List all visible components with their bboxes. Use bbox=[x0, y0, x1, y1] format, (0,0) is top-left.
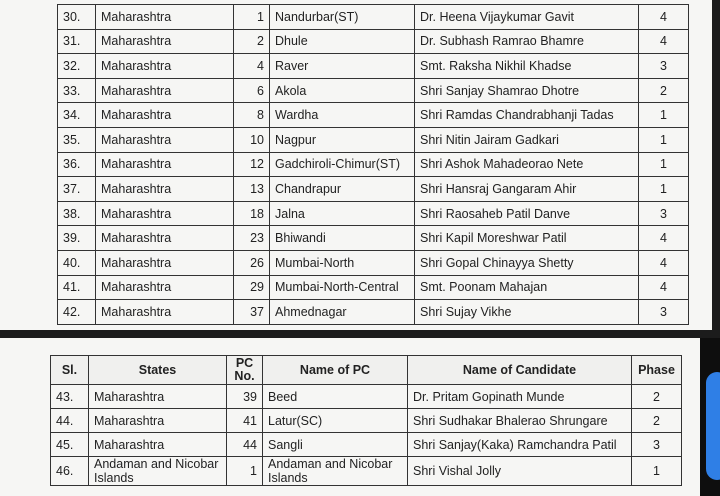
pc-no-cell: 26 bbox=[234, 250, 270, 275]
header-sl: Sl. bbox=[51, 356, 89, 385]
state-cell: Maharashtra bbox=[96, 103, 234, 128]
table-row bbox=[58, 177, 689, 202]
pc-name-cell: Sangli bbox=[263, 433, 408, 457]
phase-cell: 4 bbox=[639, 29, 689, 54]
sl-cell: 37. bbox=[58, 177, 96, 202]
header-pc-no bbox=[227, 356, 263, 385]
table-row bbox=[51, 409, 682, 433]
pc-no-cell: 44 bbox=[227, 433, 263, 457]
pc-no-cell: 1 bbox=[234, 5, 270, 30]
candidate-cell: Shri Sudhakar Bhalerao Shrungare bbox=[408, 409, 632, 433]
state-cell: Maharashtra bbox=[89, 433, 227, 457]
state-cell: Maharashtra bbox=[96, 54, 234, 79]
pc-name-cell: Mumbai-North-Central bbox=[270, 275, 415, 300]
pc-name-cell: Akola bbox=[270, 78, 415, 103]
table-row bbox=[58, 103, 689, 128]
pc-name-cell: Beed bbox=[263, 385, 408, 409]
pc-name-cell: Mumbai-North bbox=[270, 250, 415, 275]
table-row bbox=[58, 5, 689, 30]
pc-no-cell: 37 bbox=[234, 300, 270, 325]
phase-cell: 1 bbox=[639, 103, 689, 128]
table-row bbox=[58, 300, 689, 325]
pc-no-cell: 12 bbox=[234, 152, 270, 177]
pc-name-cell: Ahmednagar bbox=[270, 300, 415, 325]
header-states: States bbox=[89, 356, 227, 385]
state-cell: Maharashtra bbox=[96, 127, 234, 152]
pc-no-cell: 8 bbox=[234, 103, 270, 128]
header-phase: Phase bbox=[632, 356, 682, 385]
state-cell: Maharashtra bbox=[96, 152, 234, 177]
sl-cell: 39. bbox=[58, 226, 96, 251]
state-cell: Maharashtra bbox=[96, 177, 234, 202]
table-row bbox=[51, 385, 682, 409]
state-cell: Maharashtra bbox=[96, 201, 234, 226]
header-pc-no-line1: PC bbox=[235, 356, 254, 370]
candidate-cell: Shri Kapil Moreshwar Patil bbox=[415, 226, 639, 251]
sl-cell: 43. bbox=[51, 385, 89, 409]
state-cell: Maharashtra bbox=[96, 226, 234, 251]
sl-cell: 35. bbox=[58, 127, 96, 152]
table-row bbox=[58, 201, 689, 226]
table-row bbox=[58, 275, 689, 300]
phase-cell: 3 bbox=[639, 201, 689, 226]
phase-cell: 2 bbox=[639, 78, 689, 103]
header-name-of-candidate: Name of Candidate bbox=[408, 356, 632, 385]
sl-cell: 36. bbox=[58, 152, 96, 177]
phase-cell: 1 bbox=[639, 127, 689, 152]
sl-cell: 41. bbox=[58, 275, 96, 300]
blue-shape bbox=[706, 372, 720, 480]
pc-name-cell: Gadchiroli-Chimur(ST) bbox=[270, 152, 415, 177]
sl-cell: 32. bbox=[58, 54, 96, 79]
table-row bbox=[58, 152, 689, 177]
pc-name-cell: Chandrapur bbox=[270, 177, 415, 202]
pc-name-cell: Raver bbox=[270, 54, 415, 79]
phase-cell: 2 bbox=[632, 385, 682, 409]
phase-cell: 4 bbox=[639, 250, 689, 275]
table-row bbox=[58, 250, 689, 275]
candidate-cell: Shri Ashok Mahadeorao Nete bbox=[415, 152, 639, 177]
candidate-cell: Shri Sanjay Shamrao Dhotre bbox=[415, 78, 639, 103]
phase-cell: 4 bbox=[639, 5, 689, 30]
candidate-cell: Shri Sanjay(Kaka) Ramchandra Patil bbox=[408, 433, 632, 457]
candidate-cell: Dr. Pritam Gopinath Munde bbox=[408, 385, 632, 409]
pc-name-cell: Nandurbar(ST) bbox=[270, 5, 415, 30]
candidate-cell: Shri Hansraj Gangaram Ahir bbox=[415, 177, 639, 202]
table-row bbox=[58, 29, 689, 54]
phase-cell: 1 bbox=[639, 177, 689, 202]
pc-no-cell: 29 bbox=[234, 275, 270, 300]
state-cell: Maharashtra bbox=[96, 250, 234, 275]
pc-no-cell: 18 bbox=[234, 201, 270, 226]
header-name-of-pc: Name of PC bbox=[263, 356, 408, 385]
phase-cell: 4 bbox=[639, 275, 689, 300]
candidate-cell: Shri Raosaheb Patil Danve bbox=[415, 201, 639, 226]
table-row bbox=[51, 433, 682, 457]
phase-cell: 2 bbox=[632, 409, 682, 433]
table-row bbox=[58, 54, 689, 79]
sl-cell: 34. bbox=[58, 103, 96, 128]
state-cell: Maharashtra bbox=[96, 5, 234, 30]
pc-no-cell: 41 bbox=[227, 409, 263, 433]
state-cell: Maharashtra bbox=[96, 275, 234, 300]
sl-cell: 45. bbox=[51, 433, 89, 457]
pc-no-cell: 6 bbox=[234, 78, 270, 103]
candidate-cell: Dr. Heena Vijaykumar Gavit bbox=[415, 5, 639, 30]
sl-cell: 33. bbox=[58, 78, 96, 103]
table-row bbox=[58, 127, 689, 152]
sl-cell: 31. bbox=[58, 29, 96, 54]
sl-cell: 40. bbox=[58, 250, 96, 275]
state-cell: Maharashtra bbox=[96, 300, 234, 325]
table-header-row bbox=[51, 356, 682, 385]
phase-cell: 1 bbox=[632, 457, 682, 486]
candidate-cell: Shri Nitin Jairam Gadkari bbox=[415, 127, 639, 152]
candidates-table-bottom bbox=[50, 355, 682, 486]
state-cell: Maharashtra bbox=[96, 29, 234, 54]
candidate-cell: Shri Vishal Jolly bbox=[408, 457, 632, 486]
pc-no-cell: 4 bbox=[234, 54, 270, 79]
sl-cell: 44. bbox=[51, 409, 89, 433]
pc-name-cell: Latur(SC) bbox=[263, 409, 408, 433]
header-pc-no-line2: No. bbox=[234, 369, 255, 383]
candidate-cell: Smt. Raksha Nikhil Khadse bbox=[415, 54, 639, 79]
pc-no-cell: 39 bbox=[227, 385, 263, 409]
phase-cell: 3 bbox=[639, 54, 689, 79]
pc-no-cell: 2 bbox=[234, 29, 270, 54]
phase-cell: 1 bbox=[639, 152, 689, 177]
state-cell: Maharashtra bbox=[89, 409, 227, 433]
candidates-table-top bbox=[57, 4, 689, 325]
pc-name-cell: Wardha bbox=[270, 103, 415, 128]
pc-name-cell: Bhiwandi bbox=[270, 226, 415, 251]
phase-cell: 4 bbox=[639, 226, 689, 251]
candidate-cell: Shri Gopal Chinayya Shetty bbox=[415, 250, 639, 275]
pc-no-cell: 1 bbox=[227, 457, 263, 486]
table-row bbox=[58, 226, 689, 251]
state-cell: Maharashtra bbox=[96, 78, 234, 103]
pc-name-cell: Jalna bbox=[270, 201, 415, 226]
pc-name-cell: Dhule bbox=[270, 29, 415, 54]
table-row bbox=[58, 78, 689, 103]
phase-cell: 3 bbox=[632, 433, 682, 457]
sl-cell: 30. bbox=[58, 5, 96, 30]
sl-cell: 46. bbox=[51, 457, 89, 486]
sl-cell: 42. bbox=[58, 300, 96, 325]
sl-cell: 38. bbox=[58, 201, 96, 226]
pc-no-cell: 13 bbox=[234, 177, 270, 202]
candidate-cell: Smt. Poonam Mahajan bbox=[415, 275, 639, 300]
phase-cell: 3 bbox=[639, 300, 689, 325]
state-cell: Maharashtra bbox=[89, 385, 227, 409]
pc-name-cell: Andaman and Nicobar Islands bbox=[263, 457, 408, 486]
pc-name-cell: Nagpur bbox=[270, 127, 415, 152]
candidate-cell: Shri Sujay Vikhe bbox=[415, 300, 639, 325]
pc-no-cell: 23 bbox=[234, 226, 270, 251]
candidate-cell: Dr. Subhash Ramrao Bhamre bbox=[415, 29, 639, 54]
pc-no-cell: 10 bbox=[234, 127, 270, 152]
state-cell: Andaman and Nicobar Islands bbox=[89, 457, 227, 486]
candidate-cell: Shri Ramdas Chandrabhanji Tadas bbox=[415, 103, 639, 128]
table-row bbox=[51, 457, 682, 486]
